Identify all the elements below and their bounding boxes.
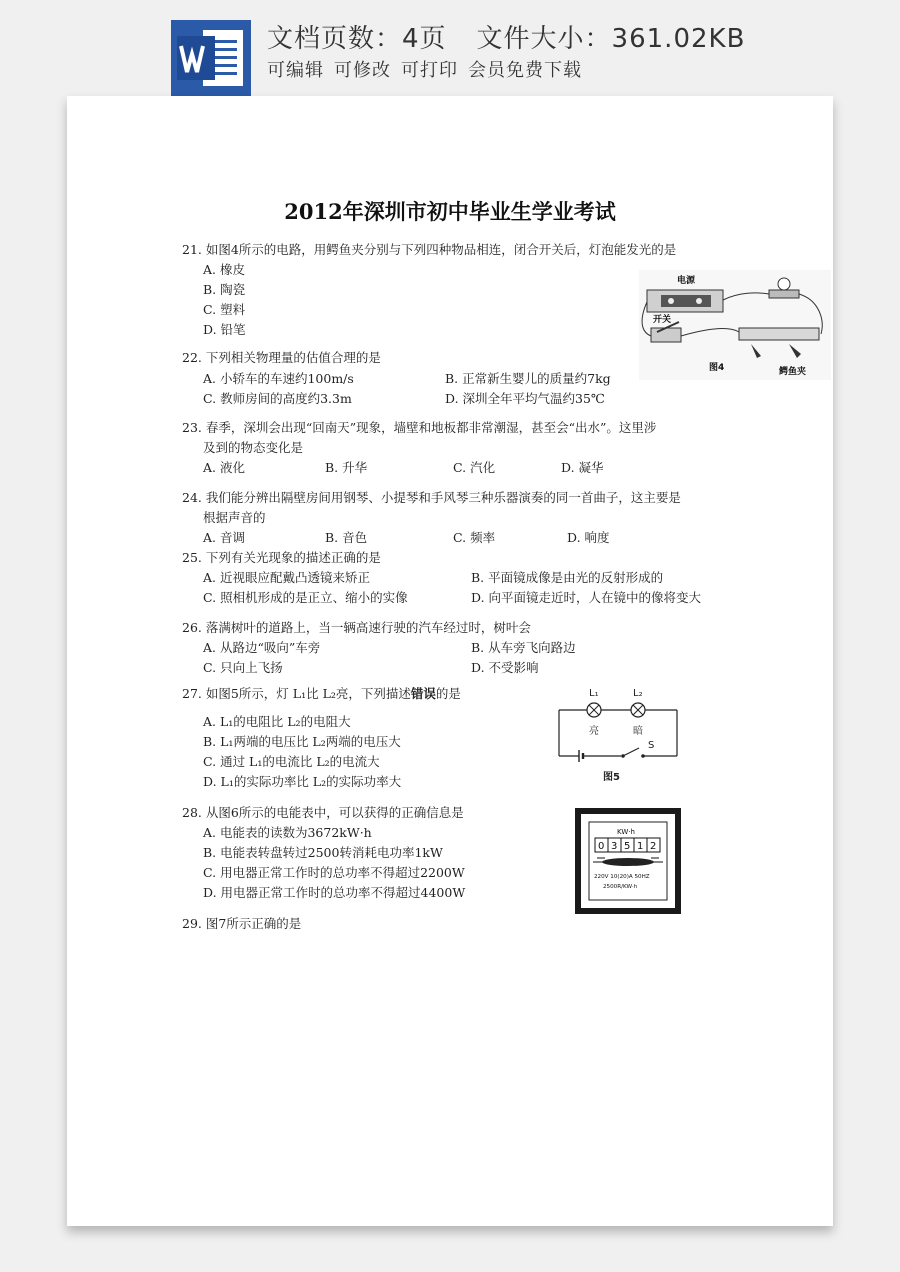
question-21-option-d: D. 铅笔 (203, 322, 246, 337)
question-24-option-a: A. 音调 (203, 530, 245, 545)
feature-modifiable: 可修改 (334, 60, 391, 81)
feature-printable: 可打印 (401, 60, 458, 81)
question-23-option-d: D. 凝华 (561, 460, 604, 475)
document-stats (267, 18, 745, 55)
question-27-stem-pre: 27. 如图5所示，灯 L₁比 L₂亮，下列描述 (182, 686, 411, 701)
question-28-option-c: C. 用电器正常工作时的总功率不得超过2200W (203, 865, 465, 880)
figure-6-energy-meter (575, 808, 681, 918)
page-count: 文档页数：4页 (267, 24, 447, 54)
fig6-revs: 2500R/KW·h (603, 884, 638, 890)
fig4-source-label: 电源 (677, 276, 696, 286)
question-24-stem: 24. 我们能分辨出隔壁房间用钢琴、小提琴和手风琴三种乐器演奏的同一首曲子，这主要是 (182, 490, 681, 505)
question-26-stem: 26. 落满树叶的道路上，当一辆高速行驶的汽车经过时，树叶会 (182, 620, 531, 635)
feature-editable: 可编辑 (267, 60, 324, 81)
question-25-option-c: C. 照相机形成的是正立、缩小的实像 (203, 590, 408, 605)
meter-digit-5: 2 (650, 841, 657, 852)
meter-digit-2: 3 (611, 841, 618, 852)
question-25-option-b: B. 平面镜成像是由光的反射形成的 (471, 570, 664, 585)
question-28-option-a: A. 电能表的读数为3672kW·h (203, 825, 372, 840)
question-24-option-c: C. 频率 (453, 530, 496, 545)
meter-digit-3: 5 (624, 841, 631, 852)
question-26-option-b: B. 从车旁飞向路边 (471, 640, 576, 655)
question-22-option-d: D. 深圳全年平均气温约35℃ (445, 391, 605, 406)
fig4-caption: 图4 (709, 363, 725, 373)
document-page (67, 96, 833, 1226)
question-28-option-b: B. 电能表转盘转过2500转消耗电功率1kW (203, 845, 443, 860)
figure-5-circuit (553, 682, 683, 788)
question-26-option-a: A. 从路边“吸向”车旁 (203, 640, 321, 655)
battery-holder (647, 290, 723, 312)
fig5-switch-label: S (648, 740, 655, 751)
question-27-option-b: B. L₁两端的电压比 L₂两端的电压大 (203, 734, 401, 749)
question-27-option-a: A. L₁的电阻比 L₂的电阻大 (203, 714, 351, 729)
fig4-clip-label: 鳄鱼夹 (779, 367, 807, 377)
question-27-emphasis: 错误 (410, 686, 436, 701)
question-23-option-b: B. 升华 (325, 460, 368, 475)
fig5-l1-label: L₁ (589, 688, 599, 699)
question-21-option-a: A. 橡皮 (203, 262, 245, 277)
feature-list (267, 56, 592, 82)
question-25-option-d: D. 向平面镜走近时，人在镜中的像将变大 (471, 590, 702, 605)
question-27-option-d: D. L₁的实际功率比 L₂的实际功率大 (203, 774, 402, 789)
question-24-option-b: B. 音色 (325, 530, 368, 545)
download-banner (0, 0, 900, 96)
meter-digit-4: 1 (637, 841, 644, 852)
fig6-rating: 220V 10(20)A 50HZ (594, 874, 650, 880)
question-29-stem: 29. 图7所示正确的是 (182, 916, 302, 931)
question-27-stem-post: 的是 (435, 686, 461, 701)
meter-digits (595, 838, 660, 852)
question-28-stem: 28. 从图6所示的电能表中，可以获得的正确信息是 (182, 805, 464, 820)
question-24-stem-cont: 根据声音的 (203, 510, 266, 525)
question-23-stem-cont: 及到的物态变化是 (203, 440, 304, 455)
question-28-option-d: D. 用电器正常工作时的总功率不得超过4400W (203, 885, 466, 900)
question-22-stem: 22. 下列相关物理量的估值合理的是 (182, 350, 381, 365)
question-21-option-c: C. 塑料 (203, 302, 246, 317)
fig6-unit: KW·h (617, 828, 635, 836)
question-22-option-c: C. 教师房间的高度约3.3m (203, 391, 352, 406)
question-27-stem (182, 684, 461, 704)
question-23-option-c: C. 汽化 (453, 460, 496, 475)
fig5-dark-label: 暗 (633, 726, 643, 737)
question-21-option-b: B. 陶瓷 (203, 282, 246, 297)
battery-symbol (559, 750, 621, 762)
file-size: 文件大小：361.02KB (476, 24, 746, 54)
question-22-option-a: A. 小轿车的车速约100m/s (203, 371, 354, 386)
fig5-bright-label: 亮 (589, 726, 599, 737)
question-23-option-a: A. 液化 (203, 460, 245, 475)
question-27-option-c: C. 通过 L₁的电流比 L₂的电流大 (203, 754, 380, 769)
fig4-switch-label: 开关 (653, 315, 672, 325)
lamp-l2-symbol (631, 703, 645, 717)
question-22-option-b: B. 正常新生婴儿的质量约7kg (445, 371, 611, 386)
feature-member-download: 会员免费下载 (468, 60, 582, 81)
question-26-option-c: C. 只向上飞扬 (203, 660, 283, 675)
meter-digit-1: 0 (598, 841, 605, 852)
lamp-l1-symbol (587, 703, 601, 717)
word-document-icon (171, 20, 251, 96)
question-21-stem: 21. 如图4所示的电路，用鳄鱼夹分别与下列四种物品相连，闭合开关后，灯泡能发光的是 (182, 242, 677, 257)
question-23-stem: 23. 春季，深圳会出现“回南天”现象，墙壁和地板都非常潮湿，甚至会“出水”。这里涉 (182, 420, 657, 435)
fig5-caption: 图5 (603, 772, 620, 783)
question-25-stem: 25. 下列有关光现象的描述正确的是 (182, 550, 381, 565)
question-24-option-d: D. 响度 (567, 530, 610, 545)
fig5-l2-label: L₂ (633, 688, 643, 699)
figure-4-circuit (639, 270, 831, 384)
exam-title: 2012年深圳市初中毕业生学业考试 (284, 199, 616, 224)
question-26-option-d: D. 不受影响 (471, 660, 539, 675)
question-25-option-a: A. 近视眼应配戴凸透镜来矫正 (203, 570, 370, 585)
